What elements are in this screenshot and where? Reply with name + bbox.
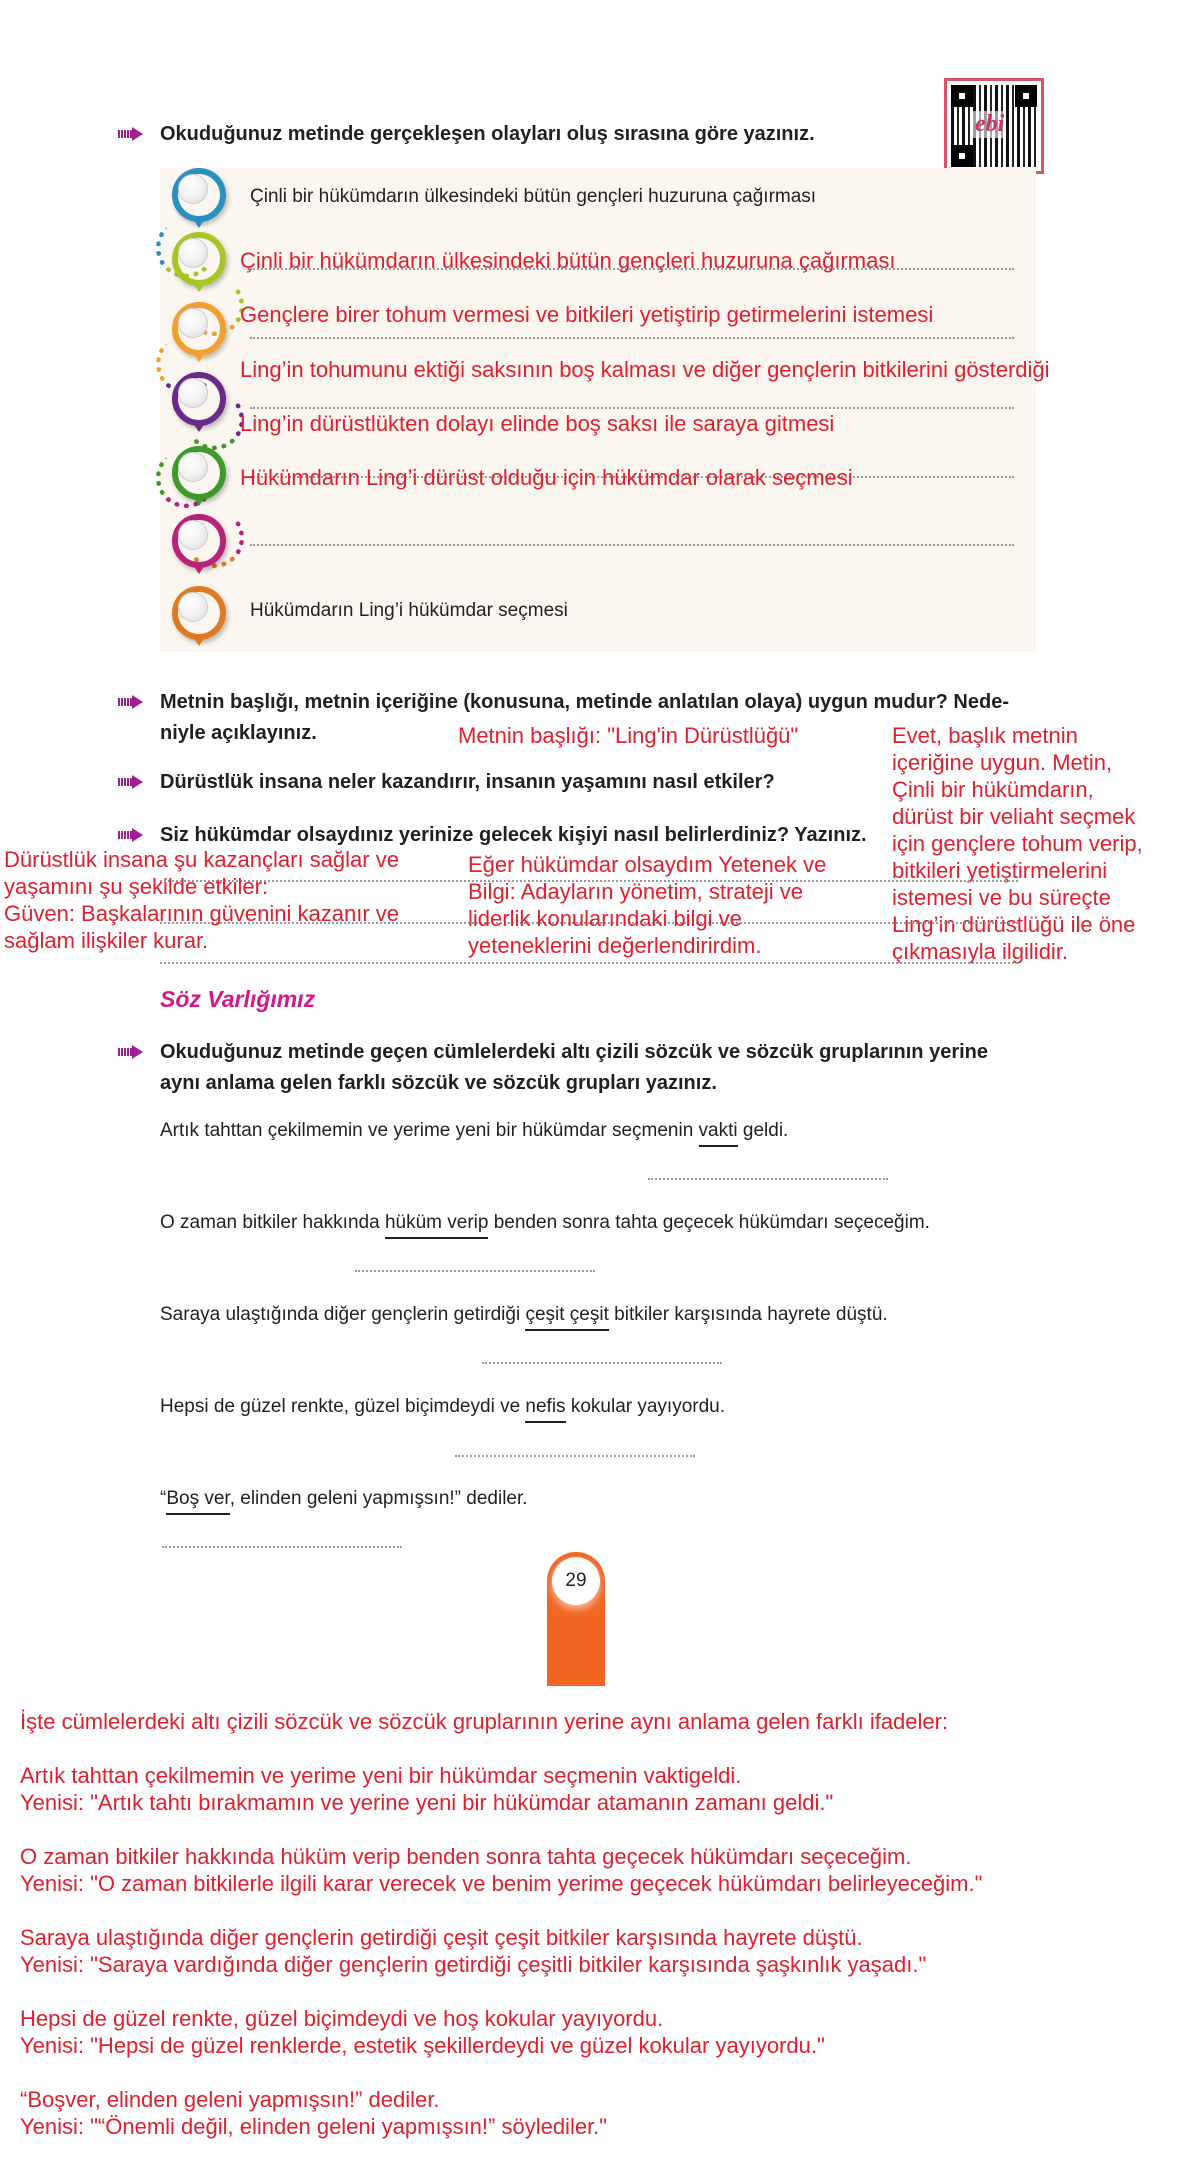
q2-answer-line: Evet, başlık metnin — [892, 723, 1078, 748]
underlined-word: vakti — [699, 1120, 738, 1147]
answer-line-blank[interactable] — [250, 544, 1014, 546]
q2-prompt-line1: Metnin başlığı, metnin içeriğine (konusuna, metinde anlatılan olaya) uygun mudur? Nede- — [160, 691, 1009, 713]
timeline-pin-5 — [172, 446, 226, 508]
timeline-answer-4[interactable]: Ling’in dürüstlükten dolayı elinde boş saksı ile saraya gitmesi — [240, 411, 835, 436]
answer-new: Yenisi: "Saraya vardığında diğer gençlerin getirdiği çeşitli bitkiler karşısında şaşkınlık yaşadı." — [20, 1952, 927, 1977]
answer-new: Yenisi: "“Önemli değil, elinden geleni yapmışsın!” söylediler." — [20, 2114, 608, 2139]
vocab-sentence-2 — [160, 1212, 930, 1234]
timeline-pin-4 — [172, 372, 226, 434]
underlined-word: Boş ver — [166, 1488, 229, 1515]
underlined-word: hüküm verip — [385, 1212, 489, 1239]
underlined-word: çeşit çeşit — [525, 1304, 608, 1331]
timeline-pin-7 — [172, 586, 226, 648]
vocab-answer-line-5[interactable] — [162, 1546, 402, 1548]
answer-new: Yenisi: "O zaman bitkilerle ilgili karar verecek ve benim yerime geçecek hükümdarı belirleyeceğim." — [20, 1871, 983, 1896]
q4-answer-line: yeteneklerini değerlendirirdim. — [468, 933, 762, 958]
vocab-answer-line-1[interactable] — [648, 1178, 888, 1180]
arrow-bullet-icon — [118, 695, 144, 709]
qr-code[interactable] — [944, 78, 1044, 174]
q2-answer-line: Çinli bir hükümdarın, — [892, 777, 1094, 802]
arrow-bullet-icon — [118, 828, 144, 842]
vocab-prompt-line2: aynı anlama gelen farklı sözcük ve sözcük grupları yazınız. — [160, 1072, 717, 1094]
answer-new: Yenisi: "Artık tahtı bırakmamın ve yerine yeni bir hükümdar atamanın zamanı geldi." — [20, 1790, 834, 1815]
q2-answer-line: istemesi ve bu süreçte — [892, 885, 1111, 910]
timeline-answer-1[interactable]: Çinli bir hükümdarın ülkesindeki bütün gençleri huzuruna çağırması — [240, 248, 896, 273]
answer-line — [250, 337, 1014, 339]
q1-prompt: Okuduğunuz metinde gerçekleşen olayları oluş sırasına göre yazınız. — [160, 123, 815, 145]
q3-answer-line: yaşamını şu şekilde etkiler: — [4, 874, 269, 899]
sentence-text: “ — [160, 1488, 167, 1509]
vocab-sentence-5 — [160, 1488, 528, 1510]
section-heading: Söz Varlığımız — [160, 986, 316, 1012]
page-number-circle — [552, 1557, 600, 1605]
q4-prompt: Siz hükümdar olsaydınız yerinize gelecek kişiyi nasıl belirlerdiniz? Yazınız. — [160, 824, 867, 846]
q2-answer-line: içeriğine uygun. Metin, — [892, 750, 1113, 775]
answer-original: O zaman bitkiler hakkında hüküm verip benden sonra tahta geçecek hükümdarı seçeceğim. — [20, 1844, 912, 1869]
q2-answer-line: dürüst bir veliaht seçmek — [892, 804, 1136, 829]
q3-answer[interactable] — [4, 846, 464, 954]
bottom-intro: İşte cümlelerdeki altı çizili sözcük ve sözcük gruplarının yerine aynı anlama gelen farklı ifadeler: — [20, 1709, 949, 1734]
vocab-sentence-3 — [160, 1304, 888, 1326]
sentence-text: O zaman bitkiler hakkında — [160, 1212, 385, 1233]
q3-prompt: Dürüstlük insana neler kazandırır, insanın yaşamını nasıl etkiler? — [160, 771, 775, 793]
vocab-sentence-4 — [160, 1396, 725, 1418]
q3-answer-line: sağlam ilişkiler kurar. — [4, 928, 209, 953]
page-number-tab — [547, 1552, 605, 1686]
sentence-text: kokular yayıyordu. — [565, 1396, 726, 1417]
answer-original: Artık tahttan çekilmemin ve yerime yeni bir hükümdar seçmenin vaktigeldi. — [20, 1763, 742, 1788]
sentence-text: geldi. — [737, 1120, 789, 1141]
timeline-item-given-2: Hükümdarın Ling’i hükümdar seçmesi — [250, 600, 568, 621]
q2-answer-title[interactable]: Metnin başlığı: "Ling'in Dürüstlüğü" — [458, 723, 799, 748]
answer-original: Saraya ulaştığında diğer gençlerin getirdiği çeşit çeşit bitkiler karşısında hayrete düştü. — [20, 1925, 863, 1950]
sentence-text: benden sonra tahta geçecek hükümdarı seçeceğim. — [488, 1212, 930, 1233]
timeline-pin-1 — [172, 168, 226, 230]
page-number: 29 — [565, 1570, 587, 1591]
q4-answer-line: Bilgi: Adayların yönetim, strateji ve — [468, 879, 804, 904]
answer-pair — [20, 1762, 1170, 1816]
answer-pair — [20, 1843, 1170, 1897]
answer-pair — [20, 2005, 1170, 2059]
vocab-prompt-line1: Okuduğunuz metinde geçen cümlelerdeki altı çizili sözcük ve sözcük gruplarının yerine — [160, 1041, 988, 1063]
sentence-text: Artık tahttan çekilmemin ve yerime yeni bir hükümdar seçmenin — [160, 1120, 699, 1141]
timeline-answer-2[interactable]: Gençlere birer tohum vermesi ve bitkileri yetiştirip getirmelerini istemesi — [240, 302, 934, 327]
answer-new: Yenisi: "Hepsi de güzel renklerde, estetik şekillerdeydi ve güzel kokular yayıyordu." — [20, 2033, 825, 2058]
ebi-logo: ebi — [975, 111, 1005, 137]
answer-line — [250, 407, 1014, 409]
answer-line — [160, 962, 1018, 964]
sentence-text: , elinden geleni yapmışsın!” dediler. — [229, 1488, 528, 1509]
timeline-pin-3 — [172, 302, 226, 364]
vocab-answer-line-2[interactable] — [355, 1270, 595, 1272]
q3-answer-line: Güven: Başkalarının güvenini kazanır ve — [4, 901, 400, 926]
arrow-bullet-icon — [118, 775, 144, 789]
sentence-text: Hepsi de güzel renkte, güzel biçimdeydi ve — [160, 1396, 526, 1417]
q2-prompt-line2: niyle açıklayınız. — [160, 722, 317, 744]
q2-answer-line: Ling’in dürüstlüğü ile öne — [892, 912, 1136, 937]
arrow-bullet-icon — [118, 127, 144, 141]
vocab-answer-line-4[interactable] — [455, 1455, 695, 1457]
vocab-answer-line-3[interactable] — [482, 1362, 722, 1364]
q2-answer-line: için gençlere tohum verip, — [892, 831, 1143, 856]
q4-answer[interactable] — [468, 851, 898, 959]
answer-pair — [20, 1924, 1170, 1978]
qr-pattern — [951, 85, 1037, 167]
timeline-answer-3[interactable]: Ling’in tohumunu ektiği saksının boş kalması ve diğer gençlerin bitkilerini gösterdiği — [240, 357, 1050, 382]
answer-original: “Boşver, elinden geleni yapmışsın!” dediler. — [20, 2087, 440, 2112]
sentence-text: Saraya ulaştığında diğer gençlerin getirdiği — [160, 1304, 526, 1325]
q2-answer-line: çıkmasıyla ilgilidir. — [892, 939, 1069, 964]
answer-original: Hepsi de güzel renkte, güzel biçimdeydi ve hoş kokular yayıyordu. — [20, 2006, 664, 2031]
bottom-answers[interactable] — [20, 1708, 1170, 2140]
vocab-sentence-1 — [160, 1120, 788, 1142]
q4-answer-line: Eğer hükümdar olsaydım Yetenek ve — [468, 852, 827, 877]
q3-answer-line: Dürüstlük insana şu kazançları sağlar ve — [4, 847, 399, 872]
timeline-item-given-1: Çinli bir hükümdarın ülkesindeki bütün gençleri huzuruna çağırması — [250, 186, 817, 207]
q4-answer-line: liderlik konularındaki bilgi ve — [468, 906, 742, 931]
q2-answer[interactable] — [892, 722, 1180, 965]
sentence-text: bitkiler karşısında hayrete düştü. — [608, 1304, 888, 1325]
timeline-answer-5[interactable]: Hükümdarın Ling’i dürüst olduğu için hükümdar olarak seçmesi — [240, 465, 853, 490]
q2-answer-line: bitkileri yetiştirmelerini — [892, 858, 1108, 883]
timeline-pin-6 — [172, 514, 226, 576]
underlined-word: nefis — [525, 1396, 565, 1423]
arrow-bullet-icon — [118, 1045, 144, 1059]
timeline-pin-2 — [172, 232, 226, 294]
answer-pair — [20, 2086, 1170, 2140]
